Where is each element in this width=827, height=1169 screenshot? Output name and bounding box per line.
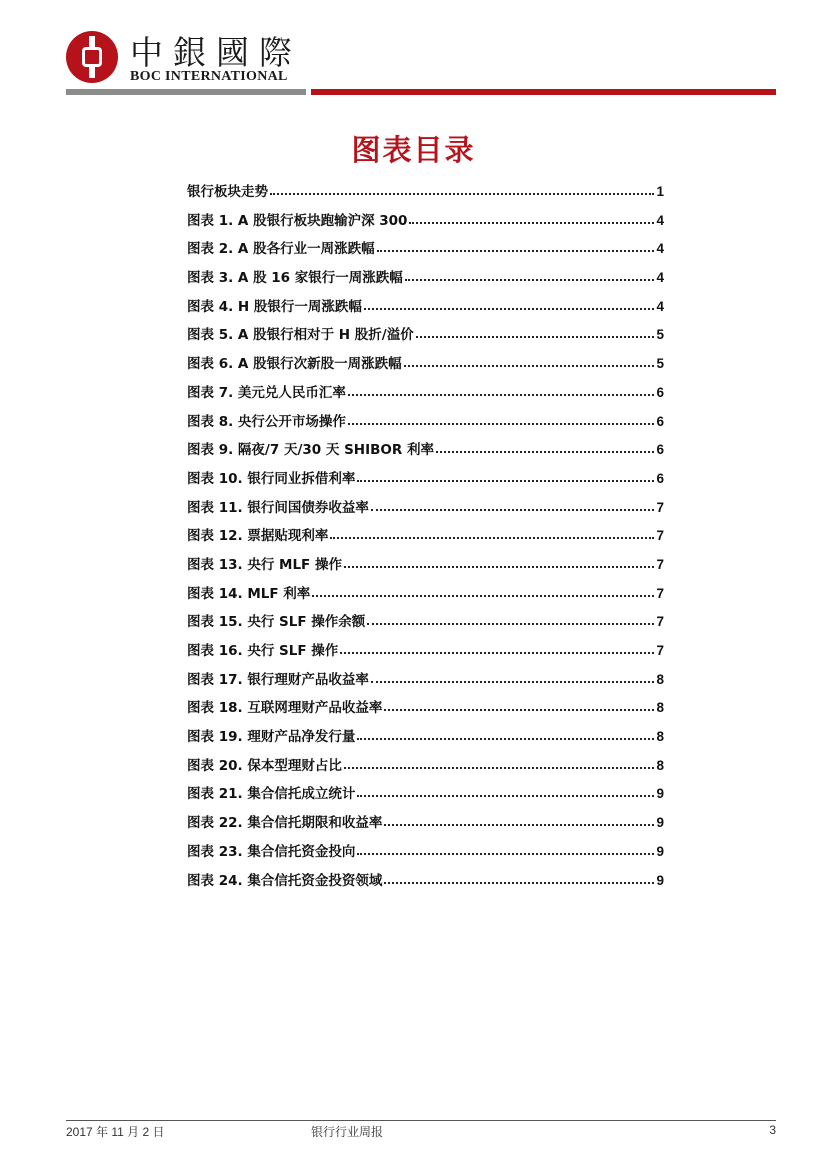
page-title: 图表目录 [351,133,476,167]
toc-item[interactable] [187,696,664,725]
toc-item-label: 图表 22. 集合信托期限和收益率 [187,815,383,832]
toc-item[interactable] [187,381,664,410]
toc-item[interactable] [187,754,664,783]
toc-dot-leader [312,584,654,598]
toc-item[interactable] [187,438,664,467]
toc-item[interactable] [187,639,664,668]
toc-item-label: 图表 17. 银行理财产品收益率 [187,671,369,688]
toc-item-page: 4 [656,270,664,286]
toc-dot-leader [357,842,654,856]
toc-item-page: 6 [656,413,664,429]
toc-item-page: 8 [656,757,664,773]
toc-dot-leader [404,354,655,368]
toc-item-label: 图表 7. 美元兑人民币汇率 [187,384,346,401]
toc-item-label: 图表 13. 央行 MLF 操作 [187,556,342,573]
toc-item-page: 7 [656,528,664,544]
toc-item[interactable] [187,610,664,639]
toc-item[interactable] [187,725,664,754]
toc-item[interactable] [187,668,664,697]
toc-item-page: 8 [656,700,664,716]
toc-item[interactable] [187,237,664,266]
toc-item-label: 图表 6. A 股银行次新股一周涨跌幅 [187,356,402,373]
toc-item-page: 1 [656,184,664,199]
toc-item-label: 图表 5. A 股银行相对于 H 股折/溢价 [187,327,414,344]
footer-date: 2017 年 11 月 2 日 [66,1125,165,1139]
toc-item-label: 图表 20. 保本型理财占比 [187,757,342,774]
footer-divider [66,1120,776,1121]
toc-dot-leader [416,325,655,339]
toc-item-page: 7 [656,643,664,658]
toc-item[interactable] [187,524,664,553]
toc-item-label: 图表 19. 理财产品净发行量 [187,729,356,746]
toc-item-page: 9 [656,872,664,888]
toc-item[interactable] [187,295,664,324]
header-rule-grey [66,89,306,95]
logo-chinese-text: 中銀國際 [130,33,302,72]
toc-item-label: 图表 18. 互联网理财产品收益率 [187,700,383,717]
toc-item-page: 9 [656,815,664,831]
toc-item-page: 5 [656,327,664,343]
toc-item-label: 图表 11. 银行间国债券收益率 [187,499,369,516]
toc-item[interactable] [187,782,664,811]
toc-item-label: 图表 12. 票据贴现利率 [187,528,329,545]
toc-item[interactable] [187,467,664,496]
toc-item-page: 6 [656,384,664,400]
toc-item-label: 图表 1. A 股银行板块跑输沪深 300 [187,212,408,229]
toc-dot-leader [357,469,654,483]
toc-dot-leader [330,526,654,540]
toc-item-label: 图表 4. H 股银行一周涨跌幅 [187,298,362,315]
toc-item-label: 图表 14. MLF 利率 [187,585,311,602]
boc-international-logo [66,31,306,87]
toc-item-label: 图表 10. 银行同业拆借利率 [187,470,356,487]
toc-item[interactable] [187,869,664,898]
toc-item-page: 7 [656,556,664,572]
toc-item[interactable] [187,352,664,381]
toc-item-page: 7 [656,585,664,601]
toc-item-page: 8 [656,671,664,687]
toc-item-page: 4 [656,298,664,314]
toc-item[interactable] [187,496,664,525]
toc-dot-leader [384,813,654,827]
toc-item-page: 5 [656,356,664,372]
toc-item-label: 图表 15. 央行 SLF 操作余额 [187,614,366,631]
toc-item-page: 7 [656,614,664,630]
toc-dot-leader [340,641,654,655]
toc-dot-leader [367,612,654,626]
toc-dot-leader [348,383,655,397]
toc-item[interactable] [187,410,664,439]
toc-item-label: 图表 23. 集合信托资金投向 [187,843,356,860]
toc-dot-leader [377,239,655,253]
toc-item[interactable] [187,553,664,582]
toc-item-label: 银行板块走势 [187,184,268,200]
toc-item[interactable] [187,840,664,869]
boc-coin-logo-icon [66,31,118,83]
toc-item-label: 图表 21. 集合信托成立统计 [187,786,356,803]
toc-item-page: 7 [656,499,664,515]
toc-dot-leader [348,412,655,426]
toc-item-page: 4 [656,212,664,228]
toc-dot-leader [371,670,655,684]
toc-item-label: 图表 2. A 股各行业一周涨跌幅 [187,241,375,258]
toc-item[interactable] [187,323,664,352]
toc-dot-leader [364,297,655,311]
toc-item-page: 4 [656,241,664,257]
toc-dot-leader [357,784,654,798]
toc-dot-leader [384,871,654,885]
footer-page-number: 3 [769,1123,776,1137]
toc-dot-leader [409,211,654,225]
header-rule-red [311,89,776,95]
toc-item-label: 图表 3. A 股 16 家银行一周涨跌幅 [187,270,403,287]
toc-dot-leader [405,268,655,282]
toc-item[interactable] [187,266,664,295]
logo-english-text: BOC INTERNATIONAL [130,69,288,84]
toc-item-label: 图表 16. 央行 SLF 操作 [187,643,339,659]
toc-dot-leader [436,440,655,454]
toc-item[interactable] [187,180,664,209]
toc-dot-leader [270,182,654,196]
toc-item[interactable] [187,811,664,840]
toc-item-page: 6 [656,470,664,486]
toc-item-label: 图表 24. 集合信托资金投资领域 [187,872,383,889]
table-of-figures-list [187,180,664,897]
toc-dot-leader [384,698,654,712]
toc-item-page: 9 [656,786,664,802]
toc-dot-leader [344,756,655,770]
toc-dot-leader [371,498,655,512]
footer-report-name: 银行行业周报 [311,1125,384,1139]
toc-item-label: 图表 9. 隔夜/7 天/30 天 SHIBOR 利率 [187,442,434,459]
toc-item-page: 6 [656,442,664,458]
toc-item[interactable] [187,582,664,611]
toc-item-label: 图表 8. 央行公开市场操作 [187,413,346,430]
toc-dot-leader [357,727,654,741]
toc-item-page: 8 [656,729,664,745]
toc-item[interactable] [187,209,664,238]
toc-dot-leader [344,555,655,569]
toc-item-page: 9 [656,843,664,859]
